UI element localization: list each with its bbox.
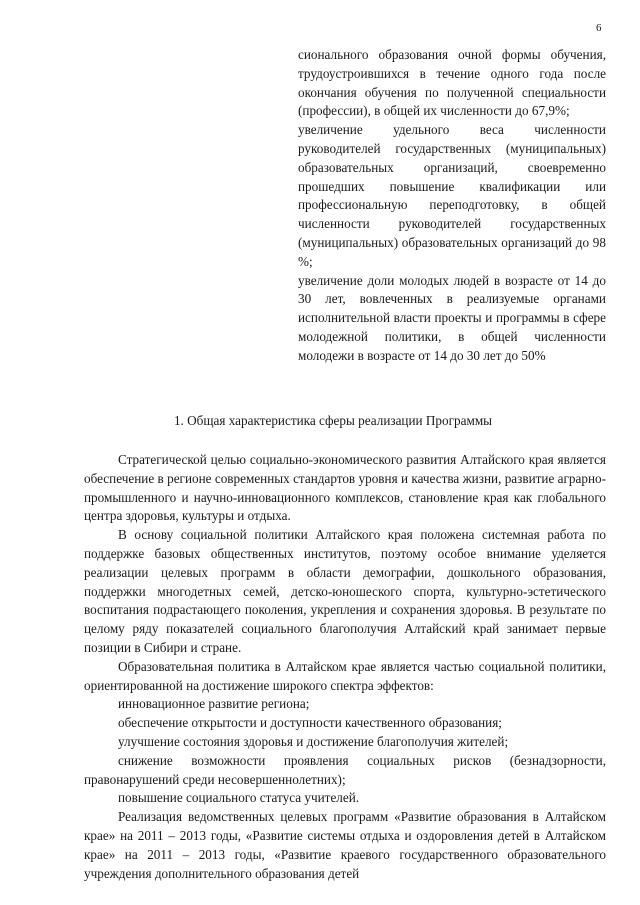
list-item: увеличение доли молодых людей в возрасте от 14 до 30 лет, вовлеченных в реализуемые органами исполнительной власти проекты и программы в сфере молодежной политики, в общей численности молодежи в возрасте от 14 до 30 лет до 50% bbox=[298, 272, 606, 363]
list-item: увеличение удельного веса численности руководителей государственных (муниципальных) образовательных организаций, своевременно прошедших повышение квалификации или профессиональную переподготовку, в общей численности руководителей государственных (муниципальных) образовательных организаций до 98 %; bbox=[298, 122, 606, 269]
paragraph: Стратегической целью социально-экономического развития Алтайского края является обеспечение в регионе современных стандартов уровня и качества жизни, развитие аграрно-промышленного и научно-инновационного комплексов, становление края как глобального центра здоровья, культуры и отдыха. bbox=[84, 452, 606, 524]
paragraph: Образовательная политика в Алтайском крае является частью социальной политики, ориентированной на достижение широкого спектра эффектов: bbox=[84, 658, 606, 693]
paragraph: В основу социальной политики Алтайского края положена системная работа по поддержке базовых общественных институтов, поэтому особое внимание уделяется реализации целевых программ в области демографии, дошкольного образования, поддержки многодетных семей, детско-юношеского спорта, культурно-эстетического воспитания подрастающего поколения, укрепления и сохранения здоровья. В результате по целому ряду показателей социального благополучия Алтайский край занимает первые позиции в Сибири и стране. bbox=[84, 527, 606, 655]
effect-item: улучшение состояния здоровья и достижение благополучия жителей; bbox=[118, 733, 509, 749]
effect-item: инновационное развитие региона; bbox=[118, 696, 310, 712]
effect-item: обеспечение открытости и доступности качественного образования; bbox=[118, 715, 502, 731]
effect-item: повышение социального статуса учителей. bbox=[118, 790, 360, 806]
list-item: сионального образования очной формы обучения, трудоустроившихся в течение одного года после окончания обучения по полученной специальности (профессии), в общей их численности до 67,9%; bbox=[298, 47, 606, 119]
paragraph: Реализация ведомственных целевых программ «Развитие образования в Алтайском крае» на 2011 – 2013 годы, «Развитие системы отдыха и оздоровления детей в Алтайском крае» на 2011 – 2013 годы, «Развитие краевого государственного образовательного учреждения дополнительного образования детей bbox=[84, 809, 606, 881]
effect-item: снижение возможности проявления социальных рисков (безнадзорности, правонарушений среди несовершеннолетних); bbox=[84, 752, 606, 787]
page-number: 6 bbox=[596, 22, 602, 34]
section-body bbox=[84, 451, 606, 883]
section-title: 1. Общая характеристика сферы реализации Программы bbox=[173, 413, 493, 428]
indicators-list bbox=[298, 46, 606, 366]
